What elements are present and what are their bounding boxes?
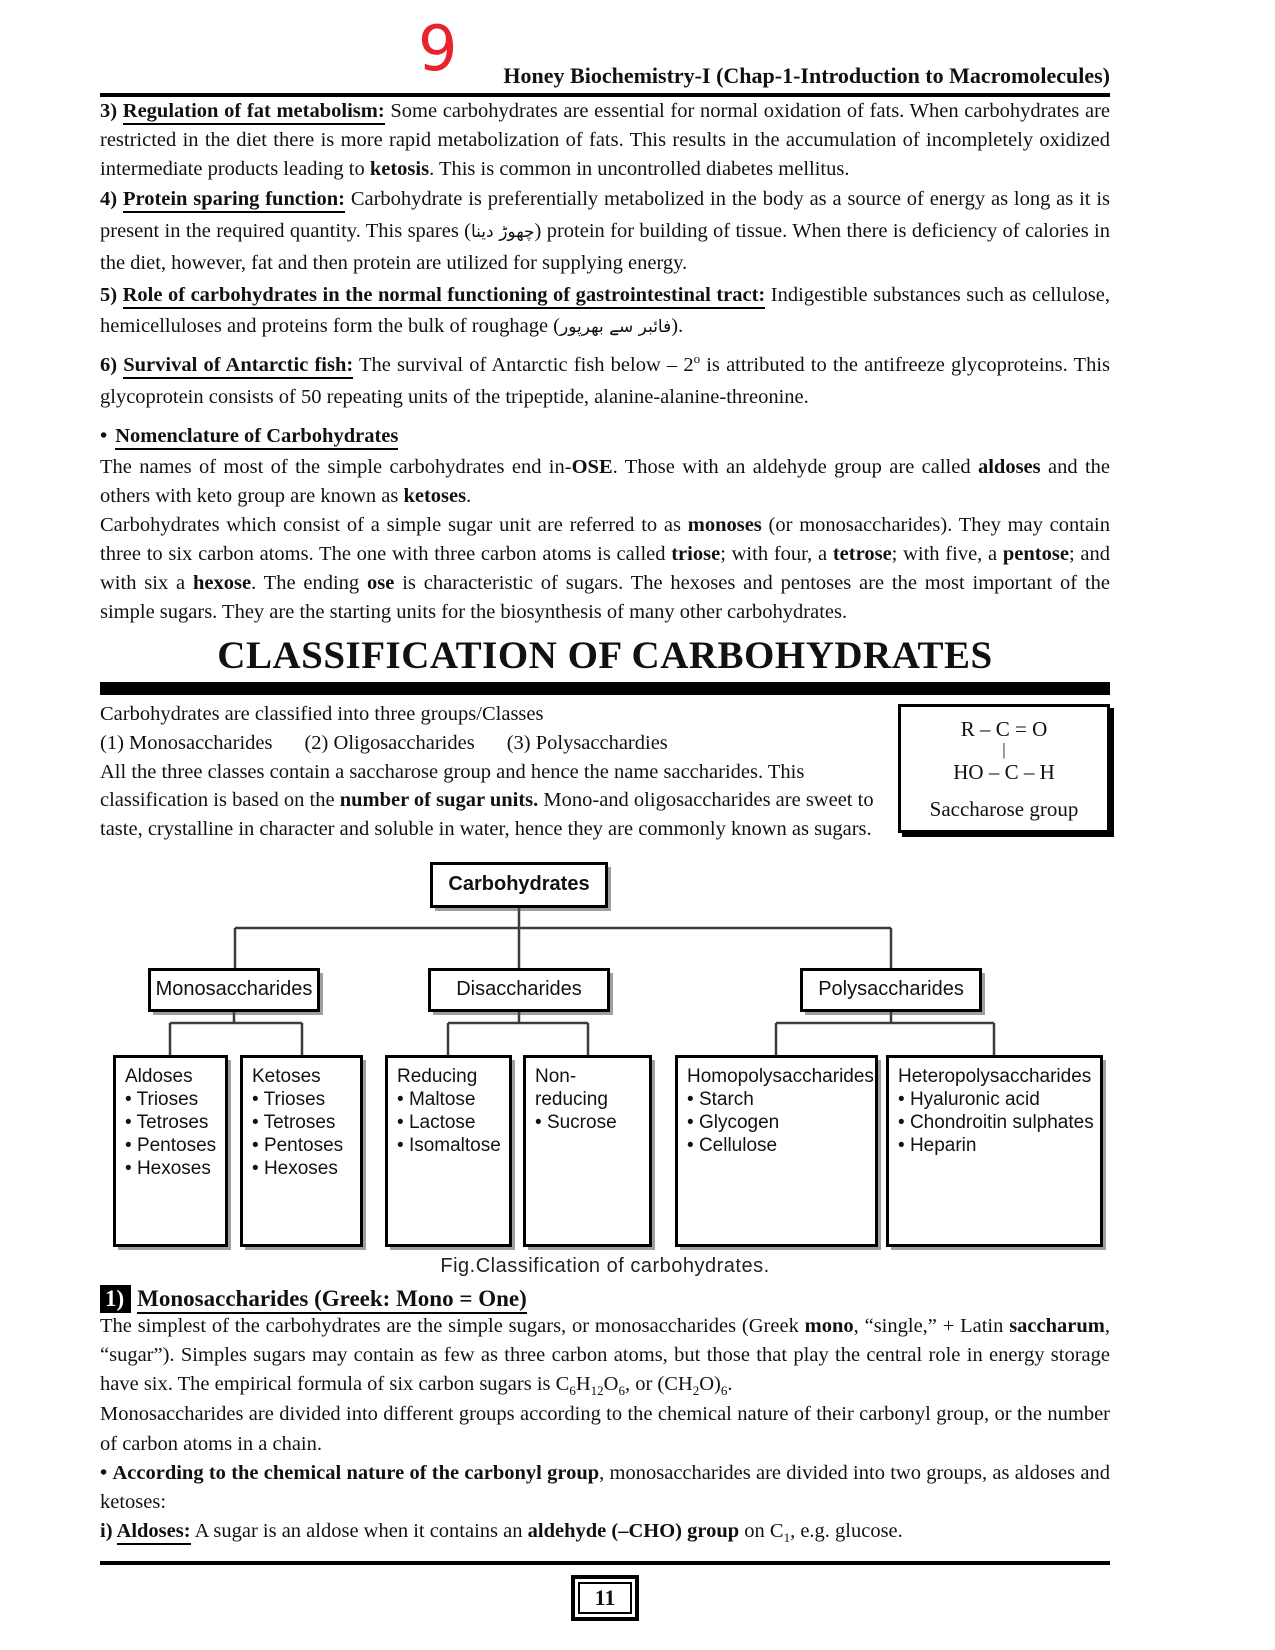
flowchart-leaf-aldoses	[113, 1055, 228, 1247]
text-run-bold: hexose	[193, 572, 252, 595]
item-number: 6)	[100, 353, 124, 376]
book-chapter-title: Honey Biochemistry-I (Chap-1-Introduction to Macromolecules)	[503, 63, 1110, 88]
footer-rule	[100, 1561, 1110, 1565]
monosaccharides-section-heading	[100, 1286, 1110, 1312]
text-run: and the others with keto group are known as	[100, 455, 1110, 507]
chem-formula-line1: R – C = O	[960, 717, 1048, 742]
classification-line1: Carbohydrates are classified into three groups/Classes	[100, 703, 544, 726]
text-run: , or (CH	[624, 1372, 693, 1395]
text-run: ; and with six a	[100, 542, 1110, 595]
text-run: The survival of Antarctic fish below – 2	[353, 353, 694, 376]
chem-formula-line2: HO – C – H	[953, 759, 1055, 784]
text-run: All the three classes contain a saccharose group and hence the name saccharides. This classification is based on the	[100, 760, 805, 812]
text-run-bold: saccharum	[1009, 1314, 1105, 1337]
leaf-item: • Cellulose	[687, 1134, 871, 1157]
leaf-item: • Glycogen	[687, 1111, 871, 1134]
subscript: 6	[720, 1383, 728, 1399]
text-run: Carbohydrate is preferentially metabolized in the body as a source of energy as long as it is present in the required quantity. This spares (	[100, 188, 1111, 243]
leaf-item: • Trioses	[125, 1088, 221, 1111]
text-run: The names of most of the simple carbohydrates end in-	[100, 455, 572, 478]
item-heading: Aldoses:	[117, 1520, 191, 1545]
leaf-title: Aldoses	[125, 1065, 193, 1087]
leaf-item: • Heparin	[898, 1134, 1096, 1157]
paragraph-monosaccharide-groups: Monosaccharides are divided into different groups according to the chemical nature of their carbonyl group, or the number of carbon atoms in a chain.	[100, 1403, 1110, 1455]
urdu-text: چھوڑ دینا	[470, 222, 535, 243]
leaf-items	[687, 1088, 871, 1157]
text-run: ) protein for building of tissue. When there is deficiency of calories in the diet, however, fat and then protein are utilized for supplying energy.	[100, 220, 1110, 274]
text-run-bold: triose	[671, 542, 721, 565]
section-number-badge: 1)	[100, 1285, 131, 1313]
leaf-item: • Hexoses	[252, 1157, 356, 1180]
leaf-item: • Chondroitin sulphates	[898, 1111, 1096, 1134]
group-item: (1) Monosaccharides	[100, 731, 273, 754]
leaf-items	[125, 1088, 221, 1180]
bullet-marker: •	[100, 1461, 108, 1484]
double-rule	[100, 682, 1110, 695]
subscript: 2	[692, 1383, 700, 1399]
text-run: ; with four, a	[720, 542, 833, 565]
text-run: A sugar is an aldose when it contains an	[190, 1519, 528, 1542]
leaf-title: Homopolysaccharides	[687, 1065, 874, 1087]
subscript: 1	[783, 1530, 791, 1546]
chem-box-label: Saccharose group	[929, 797, 1079, 822]
leaf-item: • Sucrose	[535, 1111, 645, 1134]
paragraph-regulation-fat-metabolism	[100, 97, 1110, 184]
text-run: is attributed to the antifreeze glycoproteins. This glycoprotein consists of 50 repeating units of the tripeptide, alanine-alanine-threonine.	[100, 353, 1110, 408]
leaf-item: • Pentoses	[252, 1134, 356, 1157]
text-run-bold: ketoses	[403, 484, 467, 507]
text-run: O)	[699, 1372, 721, 1395]
text-run: (or monosaccharides). They may contain three to six carbon atoms. The one with three carbon atoms is called	[100, 513, 1110, 565]
flowchart-node-carbohydrates: Carbohydrates	[430, 862, 608, 908]
item-number: i)	[100, 1519, 117, 1542]
text-run: is characteristic of sugars. The hexoses and pentoses are the most important of the simple sugars. They are the starting units for the biosynthesis of many other carbohydrates.	[100, 572, 1111, 624]
item-heading: Protein sparing function:	[123, 188, 345, 213]
classification-main-heading: CLASSIFICATION OF CARBOHYDRATES	[217, 634, 993, 678]
flowchart-node-disaccharides: Disaccharides	[428, 968, 610, 1012]
leaf-items	[535, 1111, 645, 1134]
item-number: 5)	[100, 283, 123, 306]
degree-superscript: o	[693, 351, 701, 367]
classification-groups-list	[100, 729, 884, 758]
urdu-text: فائبر سے بھرپور	[560, 317, 672, 338]
text-run: . The ending	[251, 572, 368, 595]
leaf-items	[397, 1088, 505, 1157]
chem-bond: |	[1002, 739, 1006, 759]
leaf-item: • Maltose	[397, 1088, 505, 1111]
page-header	[100, 0, 1110, 97]
flowchart-node-polysaccharides: Polysaccharides	[800, 968, 982, 1012]
leaf-item: • Tetroses	[125, 1111, 221, 1134]
flowchart-leaf-heteropolysaccharides	[886, 1055, 1103, 1247]
text-run: on C	[739, 1519, 784, 1542]
page-content	[100, 0, 1110, 1621]
page-number-box	[571, 1575, 640, 1621]
text-run-bold: According to the chemical nature of the carbonyl group	[112, 1461, 600, 1484]
paragraph-protein-sparing	[100, 184, 1110, 279]
text-run-bold: OSE	[571, 455, 613, 478]
leaf-title: Ketoses	[252, 1065, 321, 1087]
text-run: , monosaccharides are divided into two groups, as aldoses and ketoses:	[100, 1461, 1111, 1513]
item-heading: Regulation of fat metabolism:	[123, 100, 385, 125]
saccharose-group-box	[898, 704, 1110, 833]
paragraph-antarctic-fish	[100, 349, 1110, 413]
leaf-item: • Pentoses	[125, 1134, 221, 1157]
text-run: Indigestible substances such as cellulose, hemicelluloses and proteins form the bulk of roughage (	[100, 283, 1110, 338]
text-run: H	[575, 1372, 591, 1395]
paragraph-gastrointestinal-role	[100, 280, 1110, 344]
text-run-bold: tetrose	[832, 542, 892, 565]
text-run: O	[603, 1372, 619, 1395]
text-run: ).	[671, 315, 684, 338]
subscript: 6	[569, 1383, 576, 1399]
section-heading-text: Monosaccharides (Greek: Mono = One)	[137, 1286, 527, 1314]
text-run: . This is common in uncontrolled diabetes mellitus.	[429, 158, 850, 181]
section-heading-text: Nomenclature of Carbohydrates	[115, 425, 398, 450]
bullet-marker: •	[100, 424, 108, 447]
text-run-bold: ketosis	[369, 158, 430, 181]
text-run-bold: mono	[804, 1314, 854, 1337]
paragraph-ose-names	[100, 453, 1110, 511]
flowchart-node-monosaccharides: Monosaccharides	[148, 968, 320, 1012]
item-heading: Survival of Antarctic fish:	[123, 354, 353, 379]
text-run: .	[466, 484, 472, 507]
text-run-bold: aldehyde (–CHO) group	[527, 1519, 740, 1542]
figure-caption: Fig.Classification of carbohydrates.	[440, 1254, 770, 1277]
item-heading: Role of carbohydrates in the normal functioning of gastrointestinal tract:	[123, 284, 766, 309]
paragraph-carbonyl-bullet	[100, 1459, 1110, 1517]
leaf-item: • Starch	[687, 1088, 871, 1111]
page-footer	[100, 1575, 1110, 1621]
text-run: . Those with an aldehyde group are called	[612, 455, 978, 478]
text-run-bold: aldoses	[977, 455, 1041, 478]
text-run: ; with five, a	[891, 542, 1003, 565]
text-run-bold: pentose	[1002, 542, 1069, 565]
paragraph-monoses-trioses	[100, 511, 1110, 627]
leaf-title: Reducing	[397, 1065, 478, 1087]
text-run: , e.g. glucose.	[790, 1519, 903, 1542]
leaf-item: • Hyaluronic acid	[898, 1088, 1096, 1111]
text-run: , “sugar”). Simples sugars may contain as few as three carbon atoms, but those that play the central role in energy storage have six. The empirical formula of six carbon sugars is C	[100, 1314, 1110, 1395]
text-run: Mono-and oligosaccharides are sweet to taste, crystalline in character and soluble in water, hence they are commonly known as sugars.	[100, 789, 874, 841]
group-item: (3) Polysacchardies	[506, 731, 668, 754]
leaf-item: • Tetroses	[252, 1111, 356, 1134]
leaf-item: • Isomaltose	[397, 1134, 505, 1157]
text-run-bold: ose	[367, 572, 395, 595]
subscript: 12	[590, 1383, 604, 1399]
flowchart-leaf-reducing	[385, 1055, 512, 1247]
leaf-item: • Lactose	[397, 1111, 505, 1134]
classification-intro	[100, 700, 1110, 843]
nomenclature-heading	[100, 422, 1110, 451]
text-run: .	[727, 1372, 733, 1395]
handwritten-page-mark: 9	[418, 12, 458, 85]
flowchart-leaf-non-reducing	[523, 1055, 652, 1247]
leaf-title: Non-reducing	[535, 1065, 608, 1110]
text-run: The simplest of the carbohydrates are the simple sugars, or monosaccharides (Greek	[100, 1314, 805, 1337]
text-run-bold: monoses	[687, 513, 762, 536]
paragraph-simplest-sugars	[100, 1312, 1110, 1401]
flowchart-leaf-homopolysaccharides	[675, 1055, 878, 1247]
flowchart-leaf-ketoses	[240, 1055, 363, 1247]
leaf-title: Heteropolysaccharides	[898, 1065, 1092, 1087]
leaf-item: • Hexoses	[125, 1157, 221, 1180]
text-run: Some carbohydrates are essential for normal oxidation of fats. When carbohydrates are restricted in the diet there is more rapid metabolization of fats. This results in the accumulation of incompletely oxidized intermediate products leading to	[100, 100, 1110, 181]
leaf-items	[898, 1088, 1096, 1157]
subscript: 6	[618, 1383, 625, 1399]
page-number: 11	[578, 1582, 633, 1614]
paragraph-aldoses-definition	[100, 1517, 1110, 1548]
classification-flowchart	[100, 850, 1110, 1250]
text-run-bold: number of sugar units.	[339, 789, 539, 812]
text-run: , “single,” + Latin	[853, 1314, 1010, 1337]
leaf-item: • Trioses	[252, 1088, 356, 1111]
text-run: Carbohydrates which consist of a simple sugar unit are referred to as	[100, 513, 688, 536]
leaf-items	[252, 1088, 356, 1180]
item-number: 3)	[100, 100, 123, 122]
group-item: (2) Oligosaccharides	[304, 731, 475, 754]
item-number: 4)	[100, 188, 123, 211]
